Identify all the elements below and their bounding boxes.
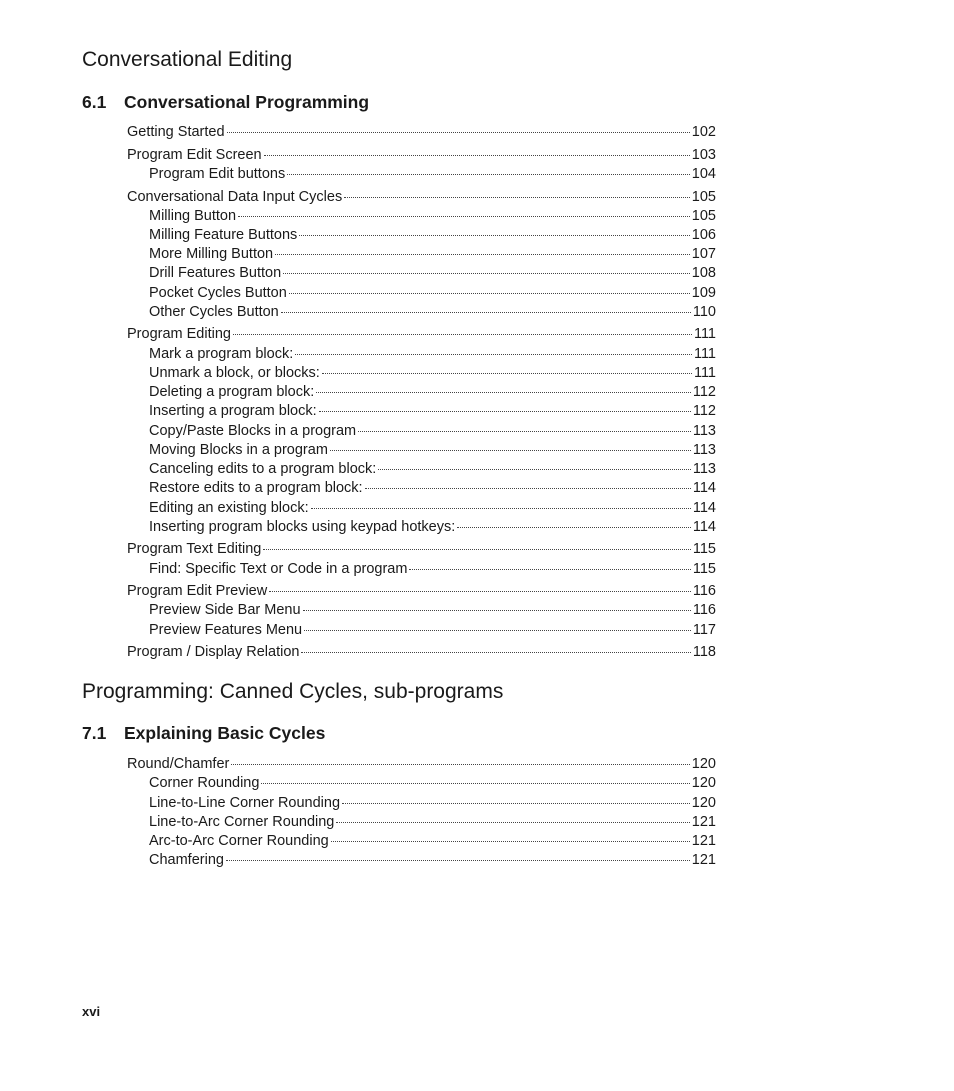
toc-entry[interactable] (127, 583, 716, 600)
dot-leader (295, 354, 692, 355)
toc-entry-page-number: 108 (691, 265, 716, 281)
toc-entry-page-number: 115 (692, 561, 716, 577)
toc-entry-page-number: 120 (691, 775, 716, 791)
toc-entry-title: Inserting program blocks using keypad hotkeys: (149, 519, 456, 535)
toc-entry[interactable] (149, 365, 716, 382)
dot-leader (231, 764, 689, 765)
toc-entry-title: Arc-to-Arc Corner Rounding (149, 833, 329, 849)
toc-entry[interactable] (127, 541, 716, 558)
toc-entry-title: Conversational Data Input Cycles (127, 189, 343, 205)
dot-leader (409, 569, 690, 570)
dot-leader (319, 411, 691, 412)
toc-entry-page-number: 112 (692, 403, 716, 419)
dot-leader (336, 822, 689, 823)
toc-entry[interactable] (149, 519, 716, 536)
toc-entry[interactable] (149, 208, 716, 225)
toc-entry[interactable] (149, 166, 716, 183)
toc-entry-page-number: 112 (692, 384, 716, 400)
toc-entry-page-number: 120 (691, 756, 716, 772)
toc-entry[interactable] (149, 602, 716, 619)
dot-leader (358, 431, 691, 432)
toc-entry-page-number: 104 (691, 166, 716, 182)
toc-entry-title: Find: Specific Text or Code in a program (149, 561, 408, 577)
toc-entry-page-number: 111 (693, 326, 716, 342)
dot-leader (457, 527, 691, 528)
dot-leader (331, 841, 690, 842)
chapter-title-conversational-editing: Conversational Editing (82, 48, 293, 71)
toc-entry-title: Inserting a program block: (149, 403, 317, 419)
toc-entry-page-number: 121 (691, 814, 716, 830)
toc-entry-page-number: 118 (692, 644, 716, 660)
toc-entry[interactable] (149, 500, 716, 517)
toc-entry[interactable] (127, 756, 716, 773)
toc-entry-page-number: 103 (691, 147, 716, 163)
toc-entry-page-number: 113 (692, 442, 716, 458)
toc-entry[interactable] (149, 795, 716, 812)
dot-leader (227, 132, 690, 133)
section-number: 6.1 (82, 92, 107, 112)
toc-entry[interactable] (127, 189, 716, 206)
dot-leader (264, 155, 690, 156)
toc-entry-page-number: 109 (691, 285, 716, 301)
toc-entry[interactable] (149, 265, 716, 282)
toc-entry-title: Deleting a program block: (149, 384, 315, 400)
toc-entry-title: Editing an existing block: (149, 500, 309, 516)
toc-entry[interactable] (149, 852, 716, 869)
toc-entry[interactable] (149, 384, 716, 401)
dot-leader (322, 373, 692, 374)
toc-entry-title: Line-to-Arc Corner Rounding (149, 814, 335, 830)
dot-leader (365, 488, 691, 489)
toc-entry-page-number: 121 (691, 833, 716, 849)
dot-leader (299, 235, 690, 236)
dot-leader (269, 591, 691, 592)
toc-entry[interactable] (149, 304, 716, 321)
toc-entry-title: Canceling edits to a program block: (149, 461, 377, 477)
chapter-title-canned-cycles: Programming: Canned Cycles, sub-programs (82, 680, 504, 703)
toc-entry-page-number: 115 (692, 541, 716, 557)
dot-leader (281, 312, 691, 313)
toc-entry-page-number: 111 (693, 346, 716, 362)
toc-entry-page-number: 113 (692, 423, 716, 439)
toc-entry-title: Other Cycles Button (149, 304, 279, 320)
toc-entry-title: Mark a program block: (149, 346, 294, 362)
toc-entry-page-number: 102 (691, 124, 716, 140)
toc-entry-title: Restore edits to a program block: (149, 480, 363, 496)
dot-leader (275, 254, 690, 255)
dot-leader (303, 610, 691, 611)
toc-entry[interactable] (149, 285, 716, 302)
toc-entry-title: Milling Feature Buttons (149, 227, 298, 243)
toc-entry-title: More Milling Button (149, 246, 274, 262)
toc-entry-title: Line-to-Line Corner Rounding (149, 795, 341, 811)
toc-entry-page-number: 113 (692, 461, 716, 477)
toc-entry[interactable] (127, 124, 716, 141)
dot-leader (330, 450, 691, 451)
section-title: Conversational Programming (124, 92, 370, 112)
toc-entry-title: Drill Features Button (149, 265, 282, 281)
toc-entry-title: Program Edit Screen (127, 147, 262, 163)
toc-entry-page-number: 111 (693, 365, 716, 381)
section-heading-6-1 (82, 92, 369, 113)
toc-entry[interactable] (149, 622, 716, 639)
toc-entry-title: Preview Features Menu (149, 622, 303, 638)
toc-entry[interactable] (149, 561, 716, 578)
dot-leader (304, 630, 691, 631)
toc-entry-title: Chamfering (149, 852, 224, 868)
dot-leader (378, 469, 691, 470)
page-number: xvi (82, 1004, 101, 1019)
toc-entry[interactable] (149, 814, 716, 831)
dot-leader (263, 549, 691, 550)
toc-entry[interactable] (149, 227, 716, 244)
toc-entry[interactable] (127, 147, 716, 164)
toc-entry[interactable] (149, 346, 716, 363)
toc-entry-page-number: 106 (691, 227, 716, 243)
toc-entry[interactable] (149, 833, 716, 850)
dot-leader (344, 197, 690, 198)
toc-entry-title: Program Editing (127, 326, 231, 342)
toc-entry-title: Round/Chamfer (127, 756, 230, 772)
toc-entry-page-number: 121 (691, 852, 716, 868)
toc-entry-page-number: 110 (692, 304, 716, 320)
section-title: Explaining Basic Cycles (124, 723, 326, 743)
toc-entry-title: Program Edit Preview (127, 583, 268, 599)
toc-entry-page-number: 114 (692, 480, 716, 496)
toc-entry-page-number: 107 (691, 246, 716, 262)
toc-entry-title: Program Edit buttons (149, 166, 286, 182)
toc-entry-page-number: 114 (692, 519, 716, 535)
toc-entry-title: Unmark a block, or blocks: (149, 365, 320, 381)
toc-entry-title: Copy/Paste Blocks in a program (149, 423, 357, 439)
dot-leader (233, 334, 692, 335)
toc-entry[interactable] (149, 442, 716, 459)
toc-entry-title: Program / Display Relation (127, 644, 300, 660)
toc-entry[interactable] (127, 644, 716, 661)
toc-entry[interactable] (149, 480, 716, 497)
toc-entry[interactable] (149, 775, 716, 792)
dot-leader (283, 273, 690, 274)
dot-leader (342, 803, 690, 804)
toc-entry[interactable] (149, 403, 716, 420)
dot-leader (301, 652, 690, 653)
toc-entry[interactable] (127, 326, 716, 343)
toc-entry-page-number: 105 (691, 208, 716, 224)
dot-leader (287, 174, 690, 175)
toc-entry-title: Pocket Cycles Button (149, 285, 287, 301)
dot-leader (289, 293, 690, 294)
dot-leader (316, 392, 691, 393)
toc-entry-page-number: 105 (691, 189, 716, 205)
toc-entry-title: Moving Blocks in a program (149, 442, 328, 458)
toc-entry-page-number: 120 (691, 795, 716, 811)
section-heading-7-1 (82, 723, 325, 744)
section-number: 7.1 (82, 723, 107, 743)
dot-leader (226, 860, 690, 861)
toc-entry[interactable] (149, 461, 716, 478)
toc-entry-page-number: 114 (692, 500, 716, 516)
toc-entry-title: Preview Side Bar Menu (149, 602, 301, 618)
dot-leader (238, 216, 690, 217)
toc-entry[interactable] (149, 423, 716, 440)
toc-entry-page-number: 116 (692, 583, 716, 599)
toc-entry-title: Corner Rounding (149, 775, 260, 791)
toc-entry-page-number: 116 (692, 602, 716, 618)
toc-entry-title: Milling Button (149, 208, 237, 224)
toc-entry-title: Getting Started (127, 124, 225, 140)
toc-entry-title: Program Text Editing (127, 541, 262, 557)
toc-entry-page-number: 117 (692, 622, 716, 638)
dot-leader (261, 783, 689, 784)
dot-leader (311, 508, 691, 509)
toc-entry[interactable] (149, 246, 716, 263)
